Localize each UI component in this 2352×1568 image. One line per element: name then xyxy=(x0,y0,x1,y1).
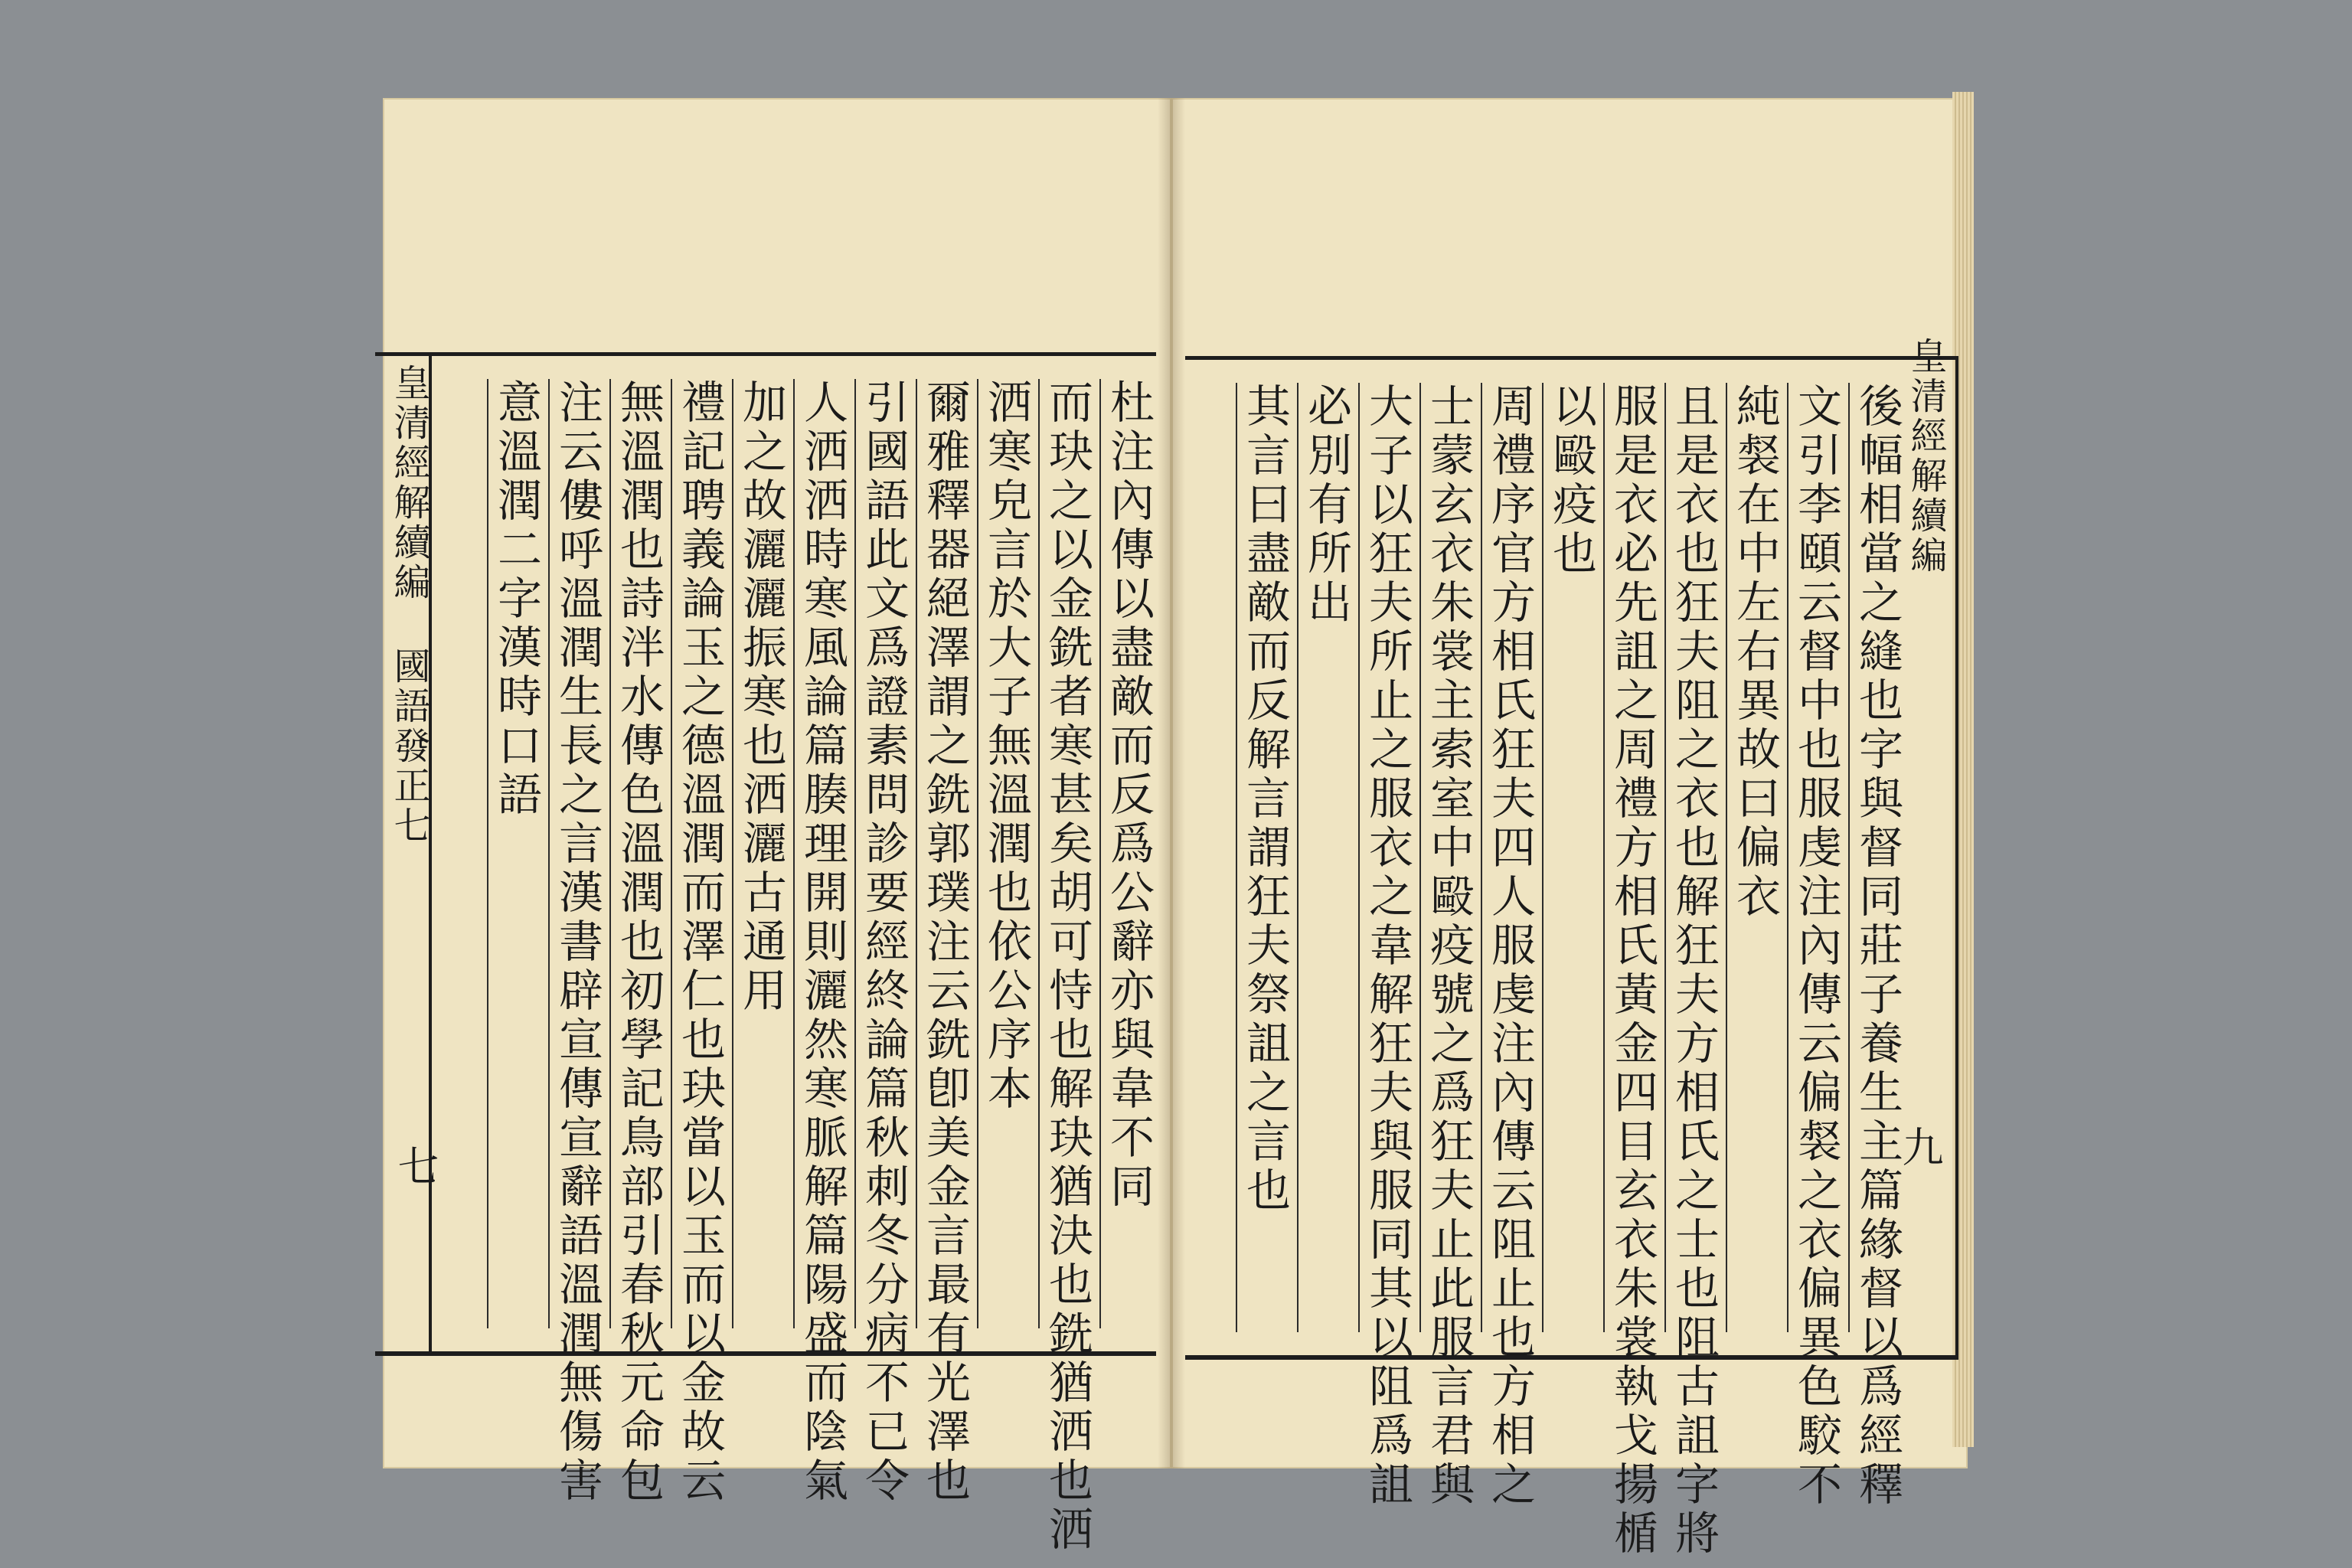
block-rule xyxy=(1955,360,1958,1355)
text-column: 其言曰盡敵而反解言謂狂夫祭詛之言也 xyxy=(1236,383,1292,1332)
text-column: 服是衣必先詛之周禮方相氏黃金四目玄衣朱裳執戈揚楯 xyxy=(1603,383,1660,1332)
text-column: 且是衣也狂夫阻之衣也解狂夫方相氏之士也阻古詛字將 xyxy=(1664,383,1721,1332)
text-column: 無溫潤也詩泮水傳色溫潤也初學記鳥部引春秋元命包 xyxy=(609,379,666,1328)
text-column: 必別有所出 xyxy=(1297,383,1354,1332)
left-text-frame xyxy=(375,352,1156,1555)
text-column: 文引李頤云督中也服虔注內傳云偏裻之衣偏異色駮不 xyxy=(1787,383,1844,1332)
text-column: 意溫潤二字漢時口語 xyxy=(487,379,544,1328)
right-text-frame xyxy=(1185,337,1958,1559)
spine-title: 皇清經解續編 xyxy=(1904,337,1947,576)
text-column: 加之故灑灑振寒也洒灑古通用 xyxy=(732,379,789,1328)
text-column: 士蒙玄衣朱裳主索室中毆疫號之爲狂夫止此服言君與 xyxy=(1419,383,1476,1332)
spine-title: 皇清經解續編 xyxy=(387,364,430,603)
text-column: 周禮序官方相氏狂夫四人服虔注內傳云阻止也方相之 xyxy=(1481,383,1537,1332)
text-column: 爾雅釋器絕澤謂之銑郭璞注云銑卽美金言最有光澤也 xyxy=(916,379,972,1328)
text-column: 人洒洒時寒風論篇腠理開則灑然寒脈解篇陽盛而陰氣 xyxy=(793,379,850,1328)
text-column: 引國語此文爲證素問診要經終論篇秋刺冬分病不已令 xyxy=(854,379,911,1328)
leaf-number: 九 xyxy=(1896,1125,1944,1167)
text-column: 注云僂呼溫潤生長之言漢書辟宣傳宣辭語溫潤無傷害 xyxy=(548,379,605,1328)
text-column: 洒寒皃言於大子無溫潤也依公序本 xyxy=(977,379,1034,1328)
text-column: 大子以狂夫所止之服衣之韋解狂夫與服同其以阻爲詛 xyxy=(1358,383,1415,1332)
spine-section: 國語發正七 xyxy=(387,647,430,846)
text-column: 杜注內傳以盡敵而反爲公辭亦與韋不同 xyxy=(1099,379,1156,1328)
text-column: 純裻在中左右異故曰偏衣 xyxy=(1726,383,1782,1332)
book-gutter xyxy=(1158,98,1185,1468)
leaf-number: 七 xyxy=(391,1145,439,1186)
text-column: 禮記聘義論玉之德溫潤而澤仁也玦當以玉而以金故云 xyxy=(671,379,727,1328)
text-column: 後幅相當之縫也字與督同莊子養生主篇緣督以爲經釋 xyxy=(1848,383,1905,1332)
text-column: 而玦之以金銑者寒甚矣胡可恃也解玦猶決也銑猶洒也洒 xyxy=(1038,379,1095,1328)
text-column: 以毆疫也 xyxy=(1542,383,1599,1332)
